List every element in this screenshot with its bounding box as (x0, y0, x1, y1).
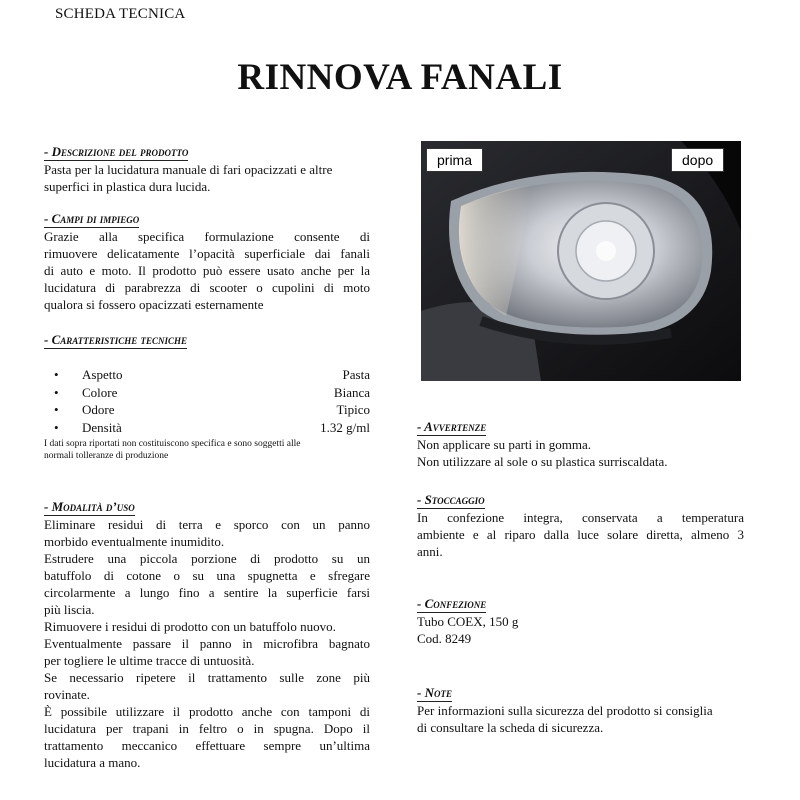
specs-list (44, 366, 370, 436)
spec-label: Odore (82, 402, 115, 417)
section-stoccaggio (417, 491, 744, 560)
section-line: circolarmente a lungo fino a sentire la superficie farsi (44, 585, 370, 600)
section-line: Eventualmente passare il panno in microfibra bagnato (44, 636, 370, 651)
section-line: di auto e moto. Il prodotto può essere usato anche per la (44, 263, 370, 278)
section-line: ambiente e al riparo dalla luce solare diretta, almeno 3 (417, 527, 744, 542)
section-line: anni. (417, 544, 443, 559)
section-descrizione (44, 143, 370, 195)
section-line: lucidatura per trapani in feltro o in spugna. Dopo il (44, 721, 370, 736)
section-line: morbido eventualmente inumidito. (44, 534, 225, 549)
section-heading: - Avvertenze (417, 419, 487, 434)
section-line: di consultare la scheda di sicurezza. (417, 720, 604, 735)
headlight-photo (421, 141, 741, 381)
section-line: Non utilizzare al sole o su plastica surriscaldata. (417, 454, 668, 469)
section-line: Non applicare su parti in gomma. (417, 437, 592, 452)
section-line: Tubo COEX, 150 g (417, 614, 519, 629)
section-line: Grazie alla specifica formulazione consente di (44, 229, 370, 244)
section-line: Pasta per la lucidatura manuale di fari opacizzati e altre (44, 162, 333, 177)
spec-value: Tipico (336, 402, 370, 417)
spec-value: 1.32 g/ml (320, 419, 370, 435)
page-title: RINNOVA FANALI (237, 57, 563, 98)
spec-label: Aspetto (82, 367, 123, 382)
section-line: È possibile utilizzare il prodotto anche con tamponi di (44, 704, 370, 719)
section-line: Se necessario ripetere il trattamento sulle zone più (44, 670, 370, 685)
spec-item (44, 366, 370, 384)
section-heading: - Campi di impiego (44, 211, 140, 226)
section-line: per togliere le ultime tracce di untuosità. (44, 653, 255, 668)
section-heading: - Confezione (417, 596, 487, 611)
spec-value: Pasta (342, 367, 370, 382)
section-line: Per informazioni sulla sicurezza del prodotto si consiglia (417, 703, 713, 718)
section-note (417, 684, 744, 736)
section-line: rimuovere delicatamente l’opacità superficiale dai fanali (44, 246, 370, 261)
headlight-illustration (421, 141, 741, 381)
before-label: prima (426, 148, 483, 172)
section-line: Cod. 8249 (417, 631, 472, 646)
after-label: dopo (671, 148, 724, 172)
section-line: Rimuovere i residui di prodotto con un batuffolo nuovo. (44, 619, 336, 634)
spec-item (44, 401, 370, 419)
spec-item (44, 384, 370, 402)
disclaimer-line: normali tolleranze di produzione (44, 451, 169, 461)
section-line: Eliminare residui di terra e sporco con un panno (44, 517, 370, 532)
section-line: batuffolo di cotone o su una spugnetta e sfregare (44, 568, 370, 583)
section-line: In confezione integra, conservata a temperatura (417, 510, 744, 525)
section-heading: - Modalità d’uso (44, 499, 135, 514)
section-avvertenze (417, 418, 744, 470)
section-confezione (417, 595, 744, 647)
section-line: superfici in plastica dura lucida. (44, 179, 211, 194)
section-heading: - Caratteristiche tecniche (44, 332, 188, 347)
section-heading: - Stoccaggio (417, 492, 485, 507)
section-caratteristiche (44, 331, 370, 462)
section-line: più liscia. (44, 602, 95, 617)
spec-label: Densità (82, 419, 122, 435)
section-line: trattamento meccanico effettuare sempre un’ultima (44, 738, 370, 753)
spec-label: Colore (82, 384, 118, 400)
disclaimer-line: I dati sopra riportati non costituiscono specifica e sono soggetti alle (44, 439, 301, 449)
section-line: Estrudere una piccola porzione di prodotto su un (44, 551, 370, 566)
section-campi (44, 210, 370, 313)
spec-value: Bianca (333, 384, 370, 400)
section-line: qualora si fossero opacizzati esternamente (44, 297, 264, 312)
document-type-label: SCHEDA TECNICA (55, 6, 186, 22)
section-heading: - Note (417, 685, 452, 700)
section-line: lucidatura a mano. (44, 755, 141, 770)
section-modalita (44, 498, 370, 771)
section-line: lucidatura di parabrezza di scooter o cupolini di moto (44, 280, 370, 295)
section-line: rovinate. (44, 687, 90, 702)
spec-item (44, 419, 370, 437)
section-heading: - Descrizione del prodotto (44, 144, 189, 159)
